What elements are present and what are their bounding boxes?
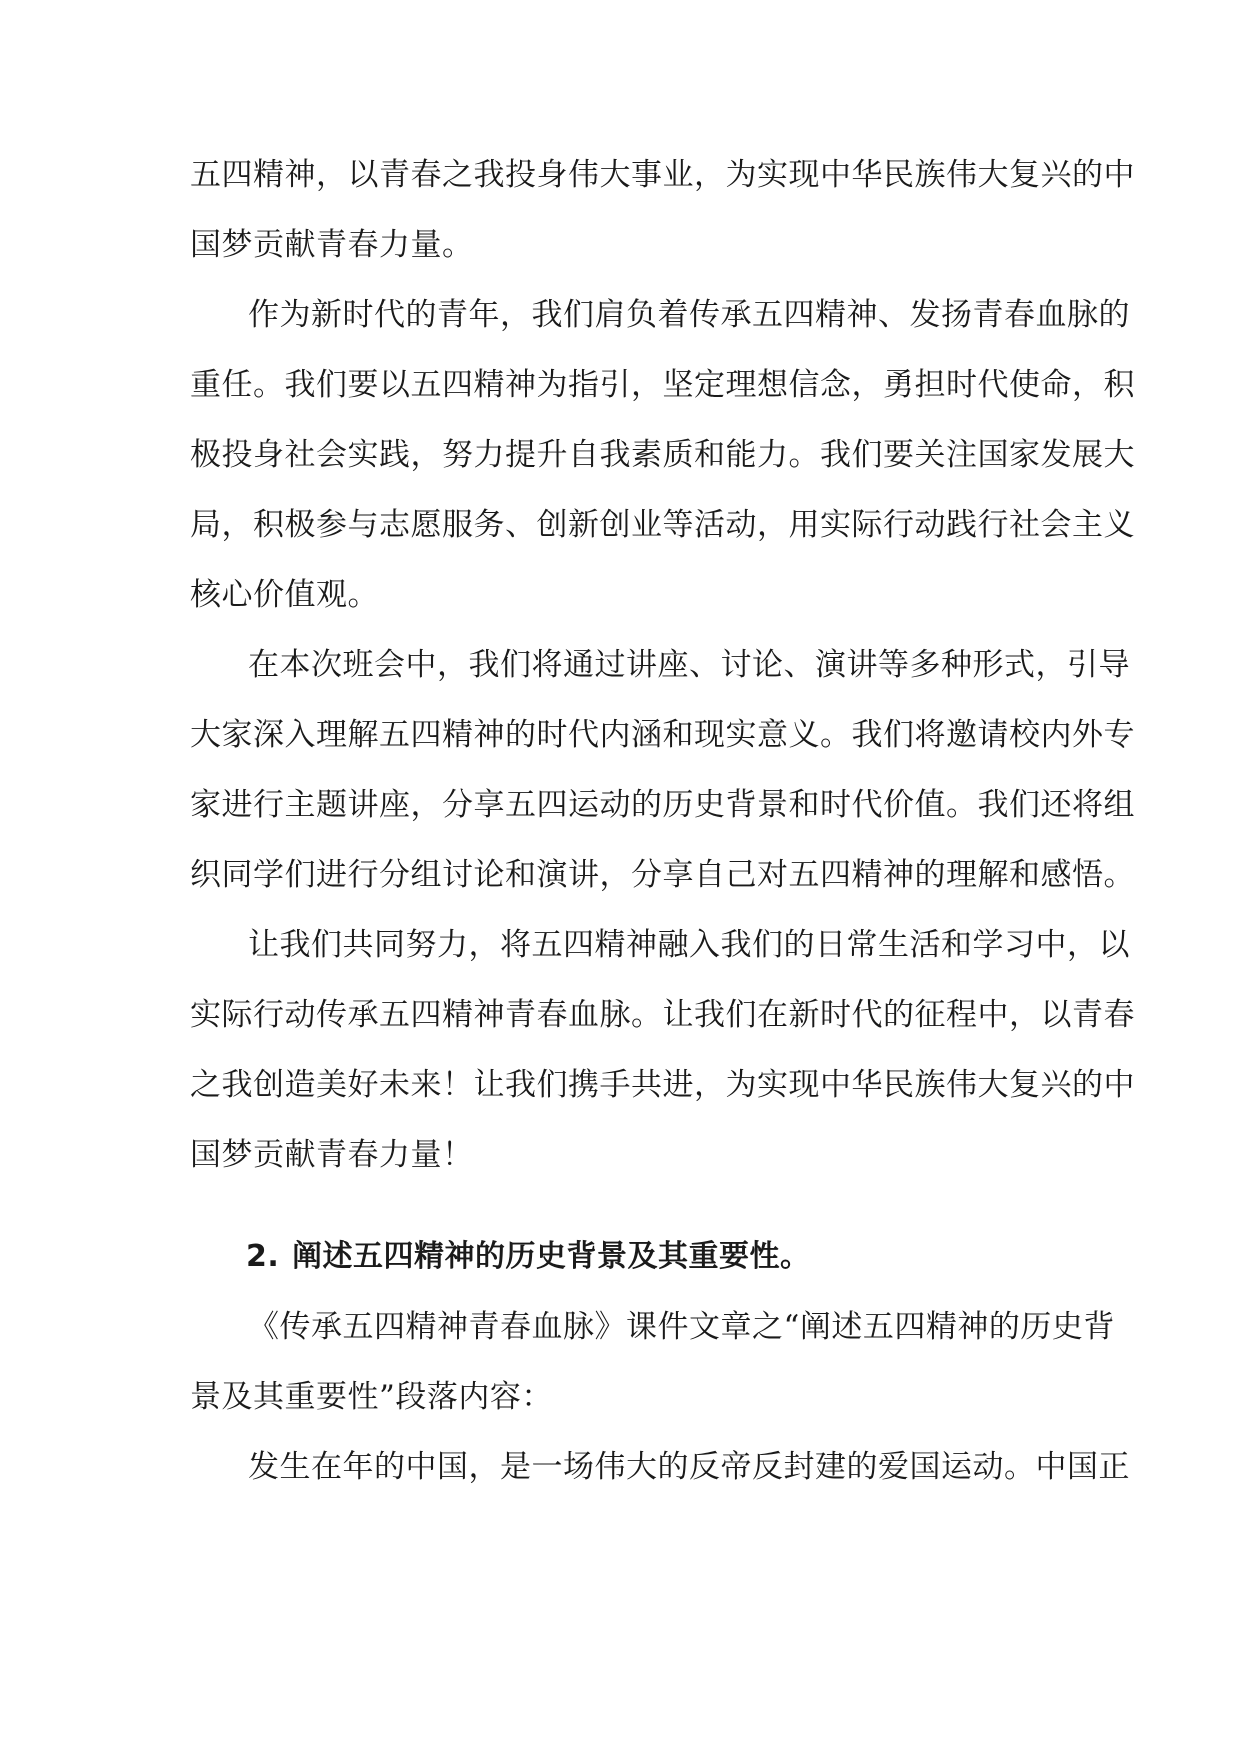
paragraph (190, 1292, 1115, 1432)
text-line: 国梦贡献青春力量！ (190, 1137, 474, 1173)
paragraph (190, 140, 1135, 280)
text-line: 实际行动传承五四精神青春血脉。让我们在新时代的征程中，以青春 (190, 997, 1135, 1033)
text-line: 之我创造美好未来！让我们携手共进，为实现中华民族伟大复兴的中 (190, 1067, 1135, 1103)
text-line: 让我们共同努力，将五四精神融入我们的日常生活和学习中，以 (248, 927, 1130, 963)
paragraph (190, 280, 1135, 630)
section-title: 阐述五四精神的历史背景及其重要性。 (292, 1239, 811, 1274)
text-line: 核心价值观。 (190, 577, 379, 613)
text-line: 作为新时代的青年，我们肩负着传承五四精神、发扬青春血脉的 (248, 297, 1130, 333)
text-line: 织同学们进行分组讨论和演讲，分享自己对五四精神的理解和感悟。 (190, 857, 1135, 893)
document-body (190, 140, 1135, 1502)
text-line: 家进行主题讲座，分享五四运动的历史背景和时代价值。我们还将组 (190, 787, 1135, 823)
paragraph (190, 910, 1135, 1190)
text-line: 五四精神，以青春之我投身伟大事业，为实现中华民族伟大复兴的中 (190, 157, 1135, 193)
text-line: 《传承五四精神青春血脉》课件文章之“阐述五四精神的历史背 (248, 1309, 1115, 1345)
section-heading (190, 1222, 1054, 1292)
text-line: 国梦贡献青春力量。 (190, 227, 474, 263)
text-line: 大家深入理解五四精神的时代内涵和现实意义。我们将邀请校内外专 (190, 717, 1135, 753)
text-line: 局，积极参与志愿服务、创新创业等活动，用实际行动践行社会主义 (190, 507, 1135, 543)
text-line: 发生在年的中国，是一场伟大的反帝反封建的爱国运动。中国正 (248, 1449, 1130, 1485)
text-line: 景及其重要性”段落内容： (190, 1379, 553, 1415)
paragraph (190, 1432, 1130, 1502)
text-line: 极投身社会实践，努力提升自我素质和能力。我们要关注国家发展大 (190, 437, 1135, 473)
section-number: 2. (246, 1239, 280, 1274)
text-line: 重任。我们要以五四精神为指引，坚定理想信念，勇担时代使命，积 (190, 367, 1135, 403)
paragraph (190, 630, 1135, 910)
text-line: 在本次班会中，我们将通过讲座、讨论、演讲等多种形式，引导 (248, 647, 1130, 683)
